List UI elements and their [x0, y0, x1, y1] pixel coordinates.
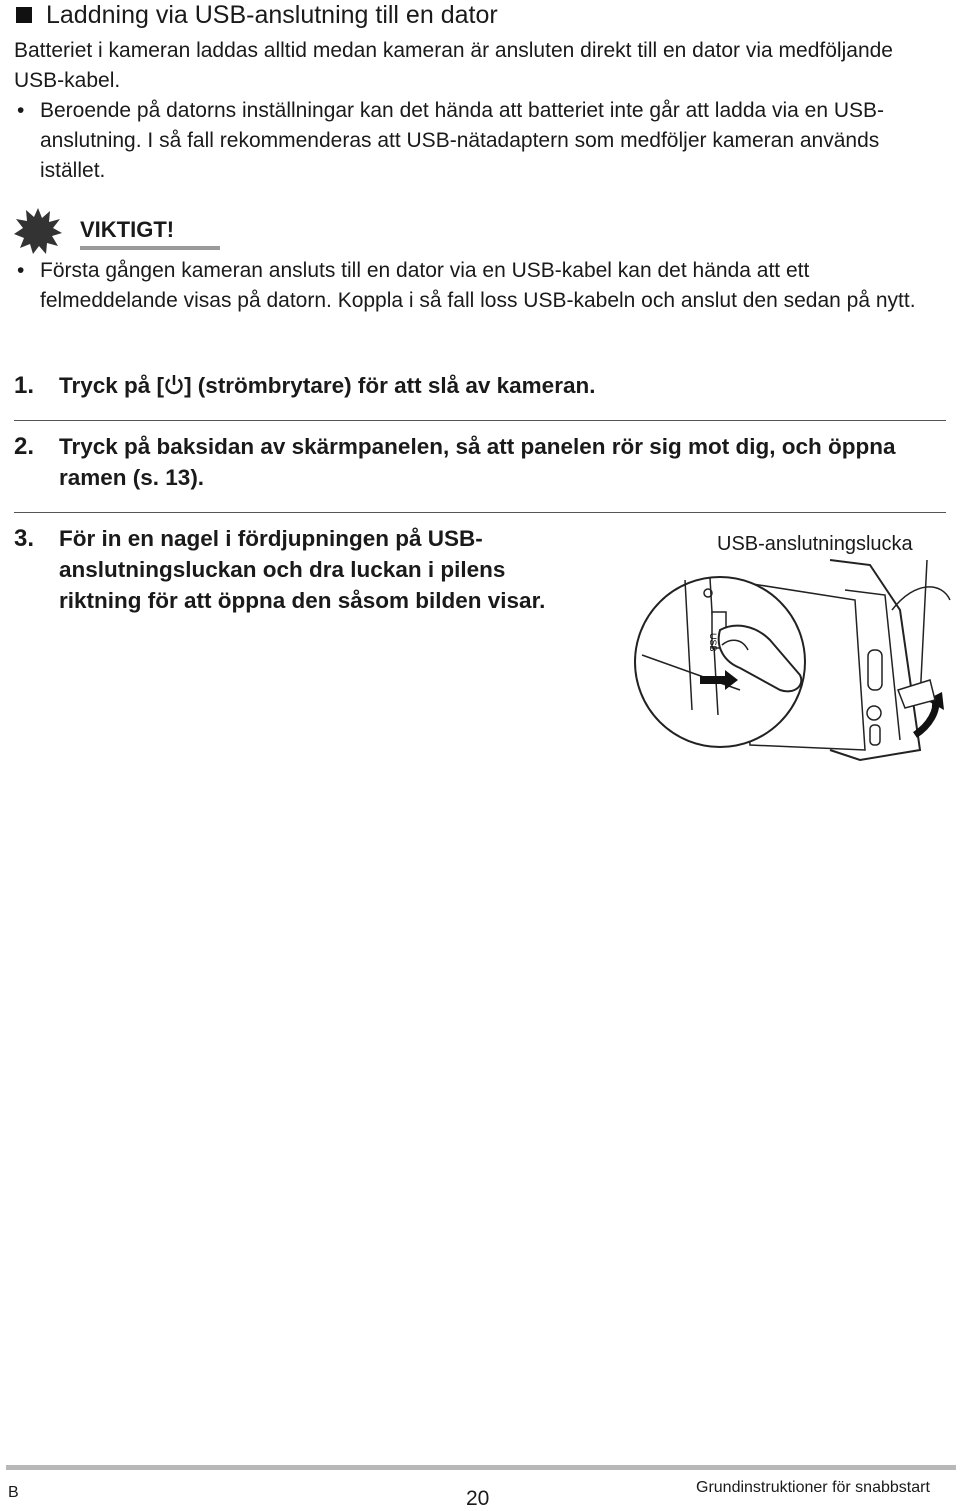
- step-text: För in en nagel i fördjupningen på USB-anslutningsluckan och dra luckan i pilens riktning för att öppna den såsom bilden visar.: [59, 526, 546, 613]
- step-number: 1.: [14, 372, 35, 399]
- intro-paragraph: Batteriet i kameran laddas alltid medan kameran är ansluten direkt till en dator via medföljande USB-kabel.: [14, 39, 893, 92]
- figure-caption: USB-anslutningslucka: [717, 533, 913, 555]
- footer-left-label: B: [8, 1484, 19, 1501]
- page-number: 20: [466, 1487, 490, 1510]
- step-number: 3.: [14, 525, 35, 552]
- step-text: Tryck på baksidan av skärmpanelen, så att panelen rör sig mot dig, och öppna ramen (s. 13).: [59, 434, 896, 490]
- step-text-start: Tryck på [: [59, 373, 165, 398]
- bullet-text: Beroende på datorns inställningar kan det hända att batteriet inte går att ladda via en USB-anslutning. I så fall rekommenderas att USB-nätadaptern som medföljer kameran används istället.: [40, 99, 885, 182]
- bullet-icon: •: [17, 259, 25, 282]
- section-title: Laddning via USB-anslutning till en dator: [46, 1, 498, 29]
- warning-burst-icon: [14, 208, 62, 254]
- step-2: [14, 431, 946, 493]
- step-text: [59, 370, 914, 401]
- section-bullet-list: [14, 96, 944, 186]
- list-item: [14, 96, 944, 186]
- power-icon: [164, 374, 184, 396]
- divider: [14, 512, 946, 513]
- step-1: [14, 370, 914, 401]
- section-marker-icon: [16, 7, 32, 23]
- divider: [14, 420, 946, 421]
- important-label: VIKTIGT!: [80, 217, 175, 242]
- important-bullet-list: [14, 256, 944, 316]
- footer-title: Grundinstruktioner för snabbstart: [696, 1479, 930, 1496]
- footer-rule: [6, 1465, 956, 1470]
- important-heading: [14, 208, 214, 252]
- camera-usb-cover-illustration: [630, 550, 955, 765]
- bullet-icon: •: [17, 99, 25, 122]
- usb-tiny-label: USB: [708, 633, 718, 652]
- step-3: [14, 523, 594, 616]
- step-number: 2.: [14, 433, 35, 460]
- bullet-text: Första gången kameran ansluts till en dator via en USB-kabel kan det hända att ett felmeddelande visas på datorn. Koppla i så fall loss USB-kabeln och anslut den sedan på nytt.: [40, 259, 916, 312]
- list-item: [14, 256, 944, 316]
- section-heading: [14, 0, 498, 30]
- step-text-end: ] (strömbrytare) för att slå av kameran.: [184, 373, 596, 398]
- important-underline: [80, 246, 220, 250]
